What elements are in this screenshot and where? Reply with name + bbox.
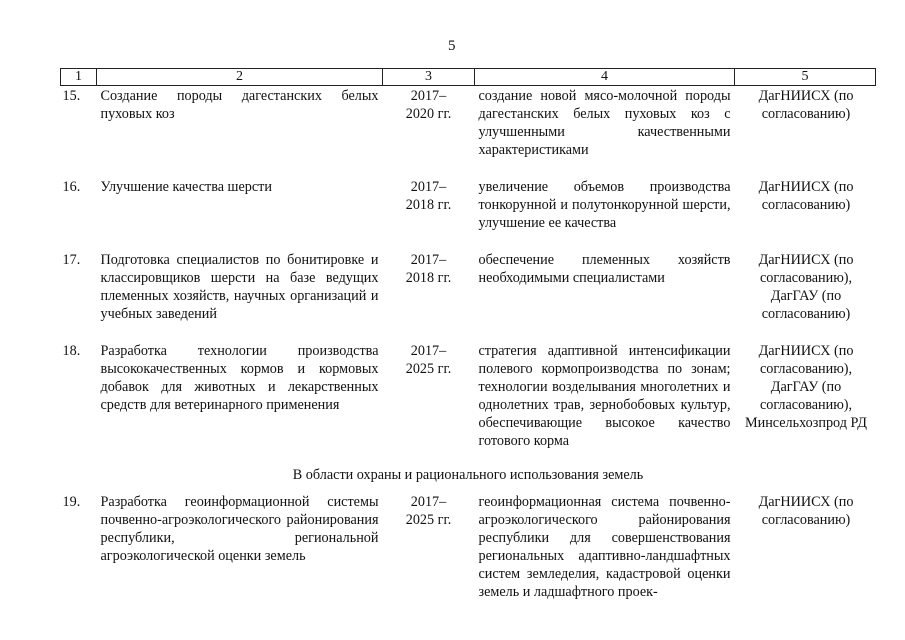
measure-term: 2017– 2018 гг. (405, 252, 452, 286)
column-header-4: 4 (475, 69, 735, 86)
table-row (61, 177, 876, 250)
table-row (61, 492, 876, 601)
page-number: 5 (448, 38, 456, 54)
table-row (61, 86, 876, 178)
row-number: 19. (62, 494, 81, 510)
expected-result: геоинформационная система почвенно-агроэкологического районирования республики для совершенствования региональных адаптивно-ландшафтных систем земледелия, кадастровой оценки земель и ладшафтного проек- (478, 494, 731, 600)
table-header (61, 69, 876, 86)
section-row (61, 460, 876, 492)
measure-term: 2017– 2025 гг. (405, 494, 452, 528)
table-row (61, 341, 876, 460)
measure-name: Улучшение качества шерсти (100, 179, 272, 195)
column-header-3: 3 (383, 69, 475, 86)
row-number: 15. (62, 88, 81, 104)
expected-result: увеличение объемов производства тонкорунной и полутонкорунной шерсти, улучшение ее качества (478, 179, 731, 231)
column-header-2: 2 (97, 69, 383, 86)
measures-table (60, 68, 876, 601)
measure-name: Разработка технологии производства высококачественных кормов и кормовых добавок для животных и лекарственных средств для ветеринарного применения (100, 343, 379, 413)
executor: ДагНИИСХ (по согласованию), ДагГАУ (по согласованию) (758, 252, 854, 322)
measure-name: Разработка геоинформационной системы почвенно-агроэкологического районирования республики, региональной агроэкологической оценки земель (100, 494, 379, 564)
section-title: В области охраны и рационального использования земель (292, 467, 644, 483)
column-header-5: 5 (735, 69, 876, 86)
measure-term: 2017– 2018 гг. (405, 179, 452, 213)
column-header-1: 1 (61, 69, 97, 86)
row-number: 18. (62, 343, 81, 359)
executor: ДагНИИСХ (по согласованию) (758, 179, 854, 213)
expected-result: обеспечение племенных хозяйств необходимыми специалистами (478, 252, 731, 286)
executor: ДагНИИСХ (по согласованию) (758, 88, 854, 122)
measure-term: 2017– 2020 гг. (405, 88, 452, 122)
expected-result: создание новой мясо-молочной породы дагестанских белых пуховых коз с улучшенными качественными характеристиками (478, 88, 731, 158)
row-number: 16. (62, 179, 81, 195)
expected-result: стратегия адаптивной интенсификации полевого кормопроизводства по зонам; технологии возделывания многолетних и однолетних трав, зернобобовых культур, обеспечивающие высокое качество готового корма (478, 343, 731, 449)
measure-name: Создание породы дагестанских белых пуховых коз (100, 88, 379, 122)
executor: ДагНИИСХ (по согласованию) (758, 494, 854, 528)
row-number: 17. (62, 252, 81, 268)
measure-name: Подготовка специалистов по бонитировке и классировщиков шерсти на базе ведущих племенных хозяйств, научных организаций и учебных заведений (100, 252, 379, 322)
table-body (61, 86, 876, 602)
table-row (61, 250, 876, 341)
executor: ДагНИИСХ (по согласованию), ДагГАУ (по согласованию), Минсельхозпрод РД (744, 343, 867, 431)
measure-term: 2017– 2025 гг. (405, 343, 452, 377)
